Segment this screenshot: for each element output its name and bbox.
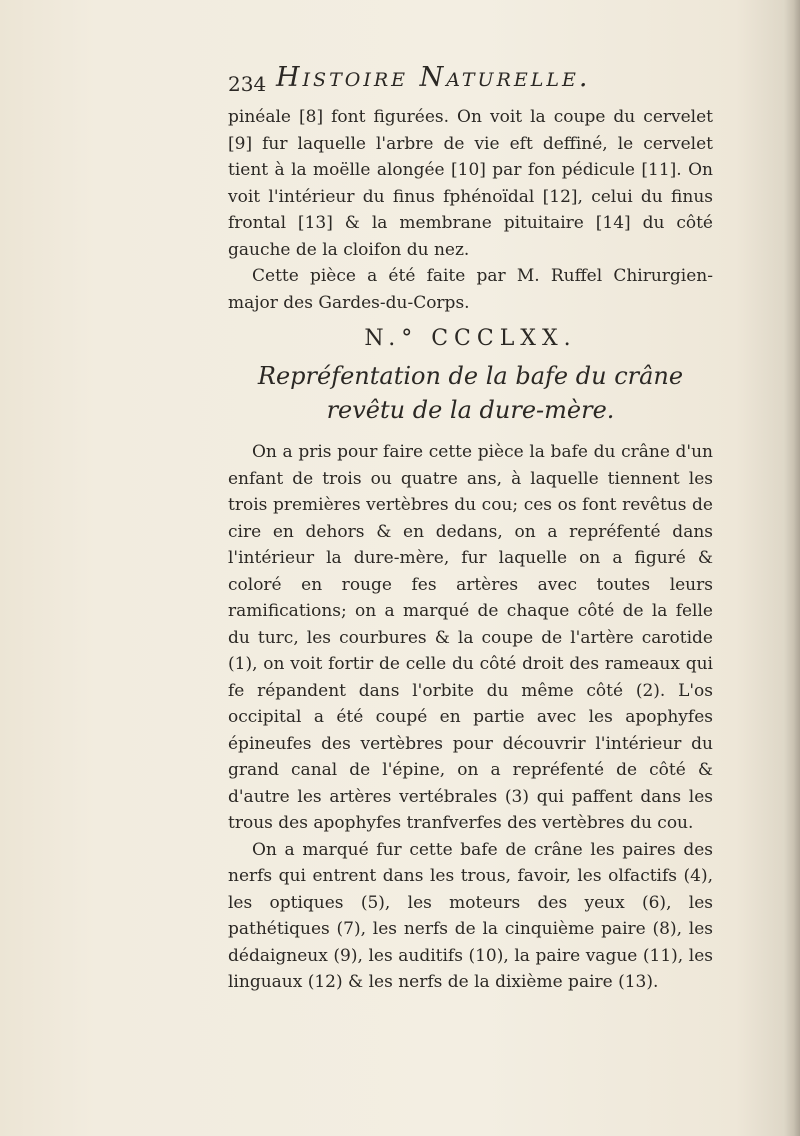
section-title: Repréfentation de la bafe du crâne revêtu de la dure-mère. — [257, 362, 684, 424]
paragraph-nerves: On a marqué fur cette bafe de crâne les paires des nerfs qui entrent dans les trous, favoir, les olfactifs (4), les optiques (5), les moteurs des yeux (6), les pathétiques (7), les nerfs de la cinquième paire (8), les dédaigneux (9), les auditifs (10), la paire vague (11), les linguaux (12) & les nerfs de la dixième paire (13). — [228, 839, 713, 992]
paragraph-credit: Cette pièce a été faite par M. Ruffel Chirurgien-major des Gardes-du-Corps. — [228, 266, 713, 313]
page-number: 234 — [228, 72, 267, 96]
section-number: N.° CCCLXX. — [364, 326, 577, 351]
page-edge-shadow — [784, 0, 800, 1136]
text-block — [228, 104, 713, 996]
paragraph-continued: pinéale [8] font figurées. On voit la coupe du cervelet [9] fur laquelle l'arbre de vie eft deffiné, le cervelet tient à la moëlle alongée [10] par fon pédicule [11]. On voit l'intérieur du finus fphénoïdal [12], celui du finus frontal [13] & la membrane pituitaire [14] du côté gauche de la cloifon du nez. — [228, 107, 713, 260]
running-head — [228, 58, 628, 106]
running-title: Histoire Naturelle. — [276, 62, 591, 93]
paragraph-description: On a pris pour faire cette pièce la bafe du crâne d'un enfant de trois ou quatre ans, à laquelle tiennent les trois premières vertèbres du cou; ces os font revêtus de cire en dehors & en dedans, on a repréfenté dans l'intérieur la dure-mère, fur laquelle on a figuré & coloré en rouge fes artères avec toutes leurs ramifications; on a marqué de chaque côté de la felle du turc, les courbures & la coupe de l'artère carotide (1), on voit fortir de celle du côté droit des rameaux qui fe répandent dans l'orbite du même côté (2). L'os occipital a été coupé en partie avec les apophyfes épineufes des vertèbres pour découvrir l'intérieur du grand canal de l'épine, on a repréfenté de côté & d'autre les artères vertébrales (3) qui paffent dans les trous des apophyfes tranfverfes des vertèbres du cou. — [228, 442, 713, 833]
